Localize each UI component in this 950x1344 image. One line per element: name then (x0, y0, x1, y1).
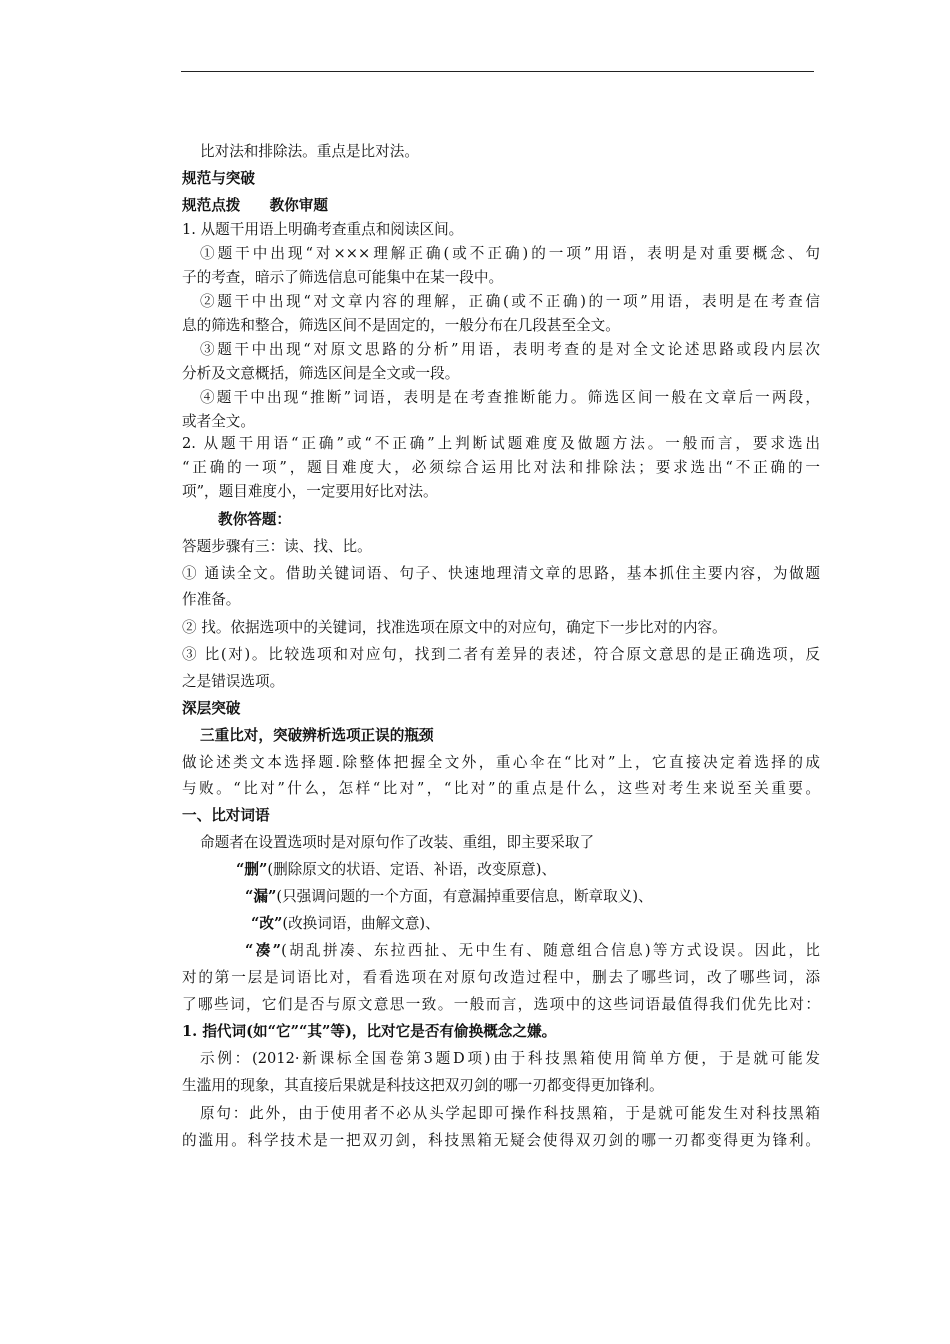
section-heading: 深层突破 (182, 700, 241, 717)
text-line: 命题者在设置选项时是对原句作了改装、重组，即主要采取了 (200, 834, 595, 851)
text-line: 比对法和排除法。重点是比对法。 (200, 143, 419, 160)
text-line: 分析及文意概括，筛选区间是全文或一段。 (182, 365, 460, 382)
list-item (251, 914, 440, 934)
text-line: ① 通读全文。借助关键词语、句子、快速地理清文章的思路，基本抓住主要内容，为做题 (182, 565, 820, 582)
text-line: ③ 比(对)。比较选项和对应句，找到二者有差异的表述，符合原文意思的是正确选项，反 (182, 646, 820, 663)
text-line: ②题干中出现“对文章内容的理解，正确(或不正确)的一项”用语，表明是在考查信 (200, 293, 820, 310)
term-desc: (改换词语，曲解文意)、 (282, 915, 440, 932)
text-line: 了哪些词，它们是否与原文意思一致。一般而言，选项中的这些词语最值得我们优先比对： (182, 996, 820, 1013)
term-desc: (只强调问题的一个方面，有意漏掉重要信息，断章取义)、 (276, 888, 653, 905)
text-line: 示例：(2012·新课标全国卷第3题D项)由于科技黑箱使用简单方便，于是就可能发 (200, 1050, 820, 1067)
text-line: 项”，题目难度小，一定要用好比对法。 (182, 483, 438, 500)
subsection-heading: 三重比对，突破辨析选项正误的瓶颈 (200, 727, 434, 744)
text-line: 原句：此外，由于使用者不必从头学起即可操作科技黑箱，于是就可能发生对科技黑箱 (200, 1105, 820, 1122)
term-desc: (删除原文的状语、定语、补语，改变原意)、 (267, 861, 557, 878)
term-label: “删” (236, 861, 268, 878)
header-rule (181, 71, 814, 72)
text-line: “正确的一项”，题目难度大，必须综合运用比对法和排除法；要求选出“不正确的一 (182, 459, 820, 476)
text-line: 2. 从题干用语“正确”或“不正确”上判断试题难度及做题方法。一般而言，要求选出 (182, 435, 820, 452)
term-desc: (胡乱拼凑、东拉西扯、无中生有、随意组合信息)等方式设误。因此，比 (281, 942, 820, 959)
term-label: “改” (251, 915, 283, 932)
subsection-heading: 教你答题： (218, 511, 291, 528)
text-line: 1. 从题干用语上明确考查重点和阅读区间。 (182, 221, 464, 238)
list-item (236, 860, 556, 880)
text-line: 做论述类文本选择题.除整体把握全文外，重心伞在“比对”上，它直接决定着选择的成 (182, 754, 820, 771)
text-line: 与败。“比对”什么，怎样“比对”，“比对”的重点是什么，这些对考生来说至关重要。 (182, 780, 820, 797)
term-label: “凑” (245, 942, 282, 959)
text-line: 的滥用。科学技术是一把双刃剑，科技黑箱无疑会使得双刃剑的哪一刃都变得更为锋利。 (182, 1132, 820, 1149)
text-line: 作准备。 (182, 591, 241, 608)
text-line: 息的筛选和整合，筛选区间不是固定的，一般分布在几段甚至全文。 (182, 317, 620, 334)
text-line: 对的第一层是词语比对，看看选项在对原句改造过程中，删去了哪些词，改了哪些词，添 (182, 969, 820, 986)
text-line: 子的考查，暗示了筛选信息可能集中在某一段中。 (182, 269, 504, 286)
section-heading: 规范与突破 (182, 170, 255, 187)
text-line: 之是错误选项。 (182, 673, 285, 690)
list-item (245, 887, 653, 907)
text-line: 答题步骤有三：读、找、比。 (182, 538, 372, 555)
text-line: ④题干中出现“推断”词语，表明是在考查推断能力。筛选区间一般在文章后一两段， (200, 389, 820, 406)
text-line: 或者全文。 (182, 413, 255, 430)
subsection-heading: 规范点拨 教你审题 (182, 197, 328, 214)
subsection-heading: 一、比对词语 (182, 807, 270, 824)
term-label: “漏” (245, 888, 277, 905)
text-line: ② 找。依据选项中的关键词，找准选项在原文中的对应句，确定下一步比对的内容。 (182, 619, 727, 636)
text-line: 生滥用的现象，其直接后果就是科技这把双刃剑的哪一刃都变得更加锋利。 (182, 1077, 664, 1094)
text-line: ③题干中出现“对原文思路的分析”用语，表明考查的是对全文论述思路或段内层次 (200, 341, 820, 358)
subsection-heading: 1. 指代词(如“它”“其”等)，比对它是否有偷换概念之嫌。 (182, 1023, 557, 1040)
list-item (245, 941, 820, 961)
text-line: ①题干中出现“对×××理解正确(或不正确)的一项”用语，表明是对重要概念、句 (200, 245, 820, 262)
